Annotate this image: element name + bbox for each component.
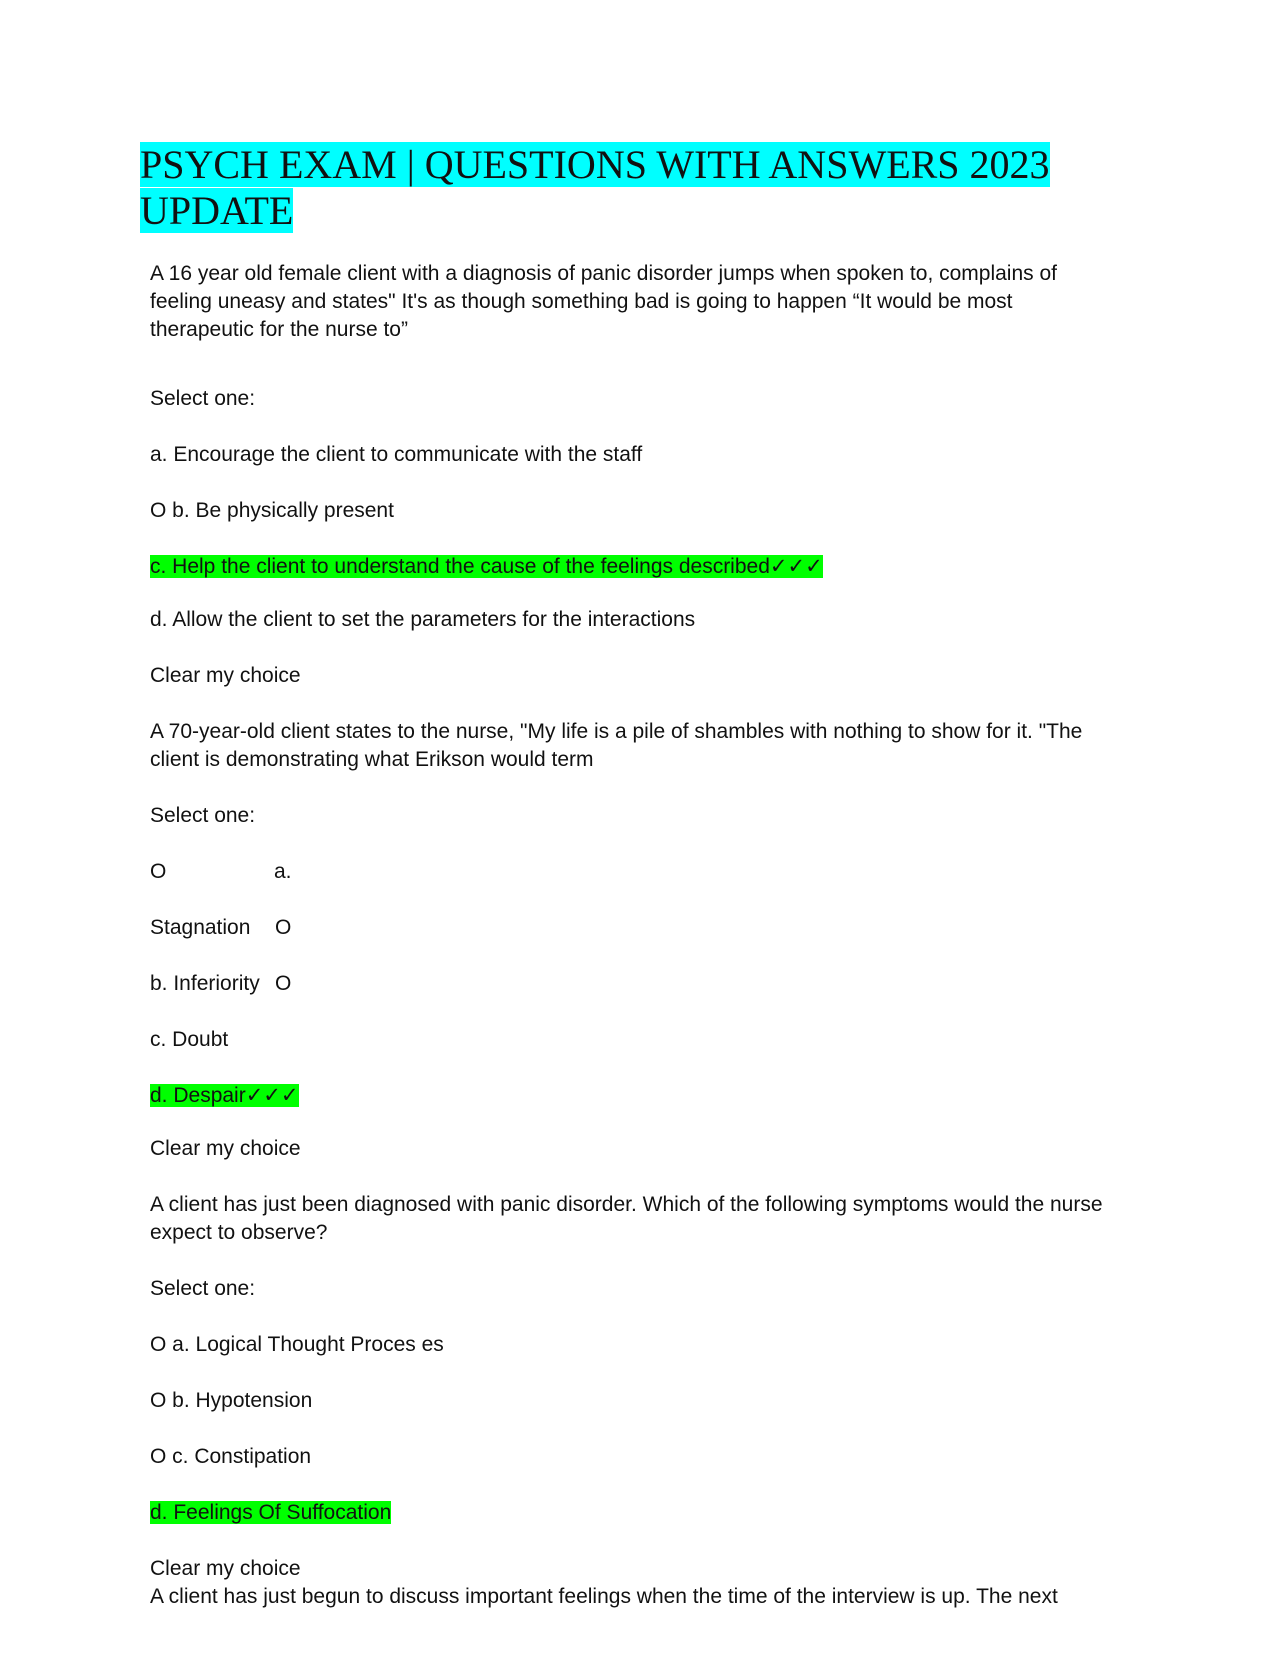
question-3-option-d[interactable]: [150, 1499, 391, 1527]
title-line-2: UPDATE: [140, 188, 294, 233]
question-3-option-c[interactable]: O c. Constipation: [150, 1445, 312, 1468]
question-2-option-row-2[interactable]: [150, 914, 292, 942]
question-4-stem: A client has just begun to discuss important feelings when the time of the interview is up. The next: [150, 1585, 1058, 1608]
question-2-clear-choice[interactable]: Clear my choice: [150, 1137, 301, 1160]
question-2-option-c[interactable]: c. Doubt: [150, 1028, 229, 1051]
question-2-option-row-1[interactable]: [150, 858, 292, 886]
question-2-option-row-3[interactable]: [150, 970, 292, 998]
question-1-option-a[interactable]: a. Encourage the client to communicate with the staff: [150, 443, 643, 466]
question-1-option-c[interactable]: [150, 553, 823, 581]
radio-marker: O: [275, 972, 292, 995]
correct-answer-highlight: d. Feelings Of Suffocation: [150, 1501, 392, 1524]
question-3-option-b[interactable]: O b. Hypotension: [150, 1389, 313, 1412]
correct-answer-highlight: d. Despair✓✓✓: [150, 1084, 299, 1107]
question-1-clear-choice[interactable]: Clear my choice: [150, 664, 301, 687]
question-1-select-label: Select one:: [150, 387, 256, 410]
question-3-select-label: Select one:: [150, 1277, 256, 1300]
option-text: Stagnation: [150, 916, 251, 939]
correct-answer-highlight: c. Help the client to understand the cause of the feelings described✓✓✓: [150, 555, 823, 578]
question-2-select-label: Select one:: [150, 804, 256, 827]
option-text: b. Inferiority: [150, 972, 260, 995]
question-1-option-d[interactable]: d. Allow the client to set the parameters for the interactions: [150, 608, 696, 631]
question-2-option-d[interactable]: [150, 1082, 299, 1110]
question-2-stem: A 70-year-old client states to the nurse, "My life is a pile of shambles with nothing to show for it. "The client is demonstrating what Erikson would term: [150, 720, 1083, 771]
question-1-stem: A 16 year old female client with a diagnosis of panic disorder jumps when spoken to, complains of feeling uneasy and states" It's as though something bad is going to happen “It would be most therapeutic for the nurse to”: [150, 262, 1057, 341]
radio-marker: O: [275, 916, 292, 939]
radio-marker: O: [150, 860, 167, 883]
option-letter: a.: [274, 860, 292, 883]
question-3-option-a[interactable]: O a. Logical Thought Proces es: [150, 1333, 444, 1356]
document-title: [140, 142, 1120, 234]
question-3-clear-choice[interactable]: Clear my choice: [150, 1557, 301, 1580]
question-1-option-b[interactable]: O b. Be physically present: [150, 499, 394, 522]
question-3-stem: A client has just been diagnosed with panic disorder. Which of the following symptoms would the nurse expect to observe?: [150, 1193, 1103, 1244]
title-line-1: PSYCH EXAM | QUESTIONS WITH ANSWERS 2023: [140, 142, 1050, 187]
